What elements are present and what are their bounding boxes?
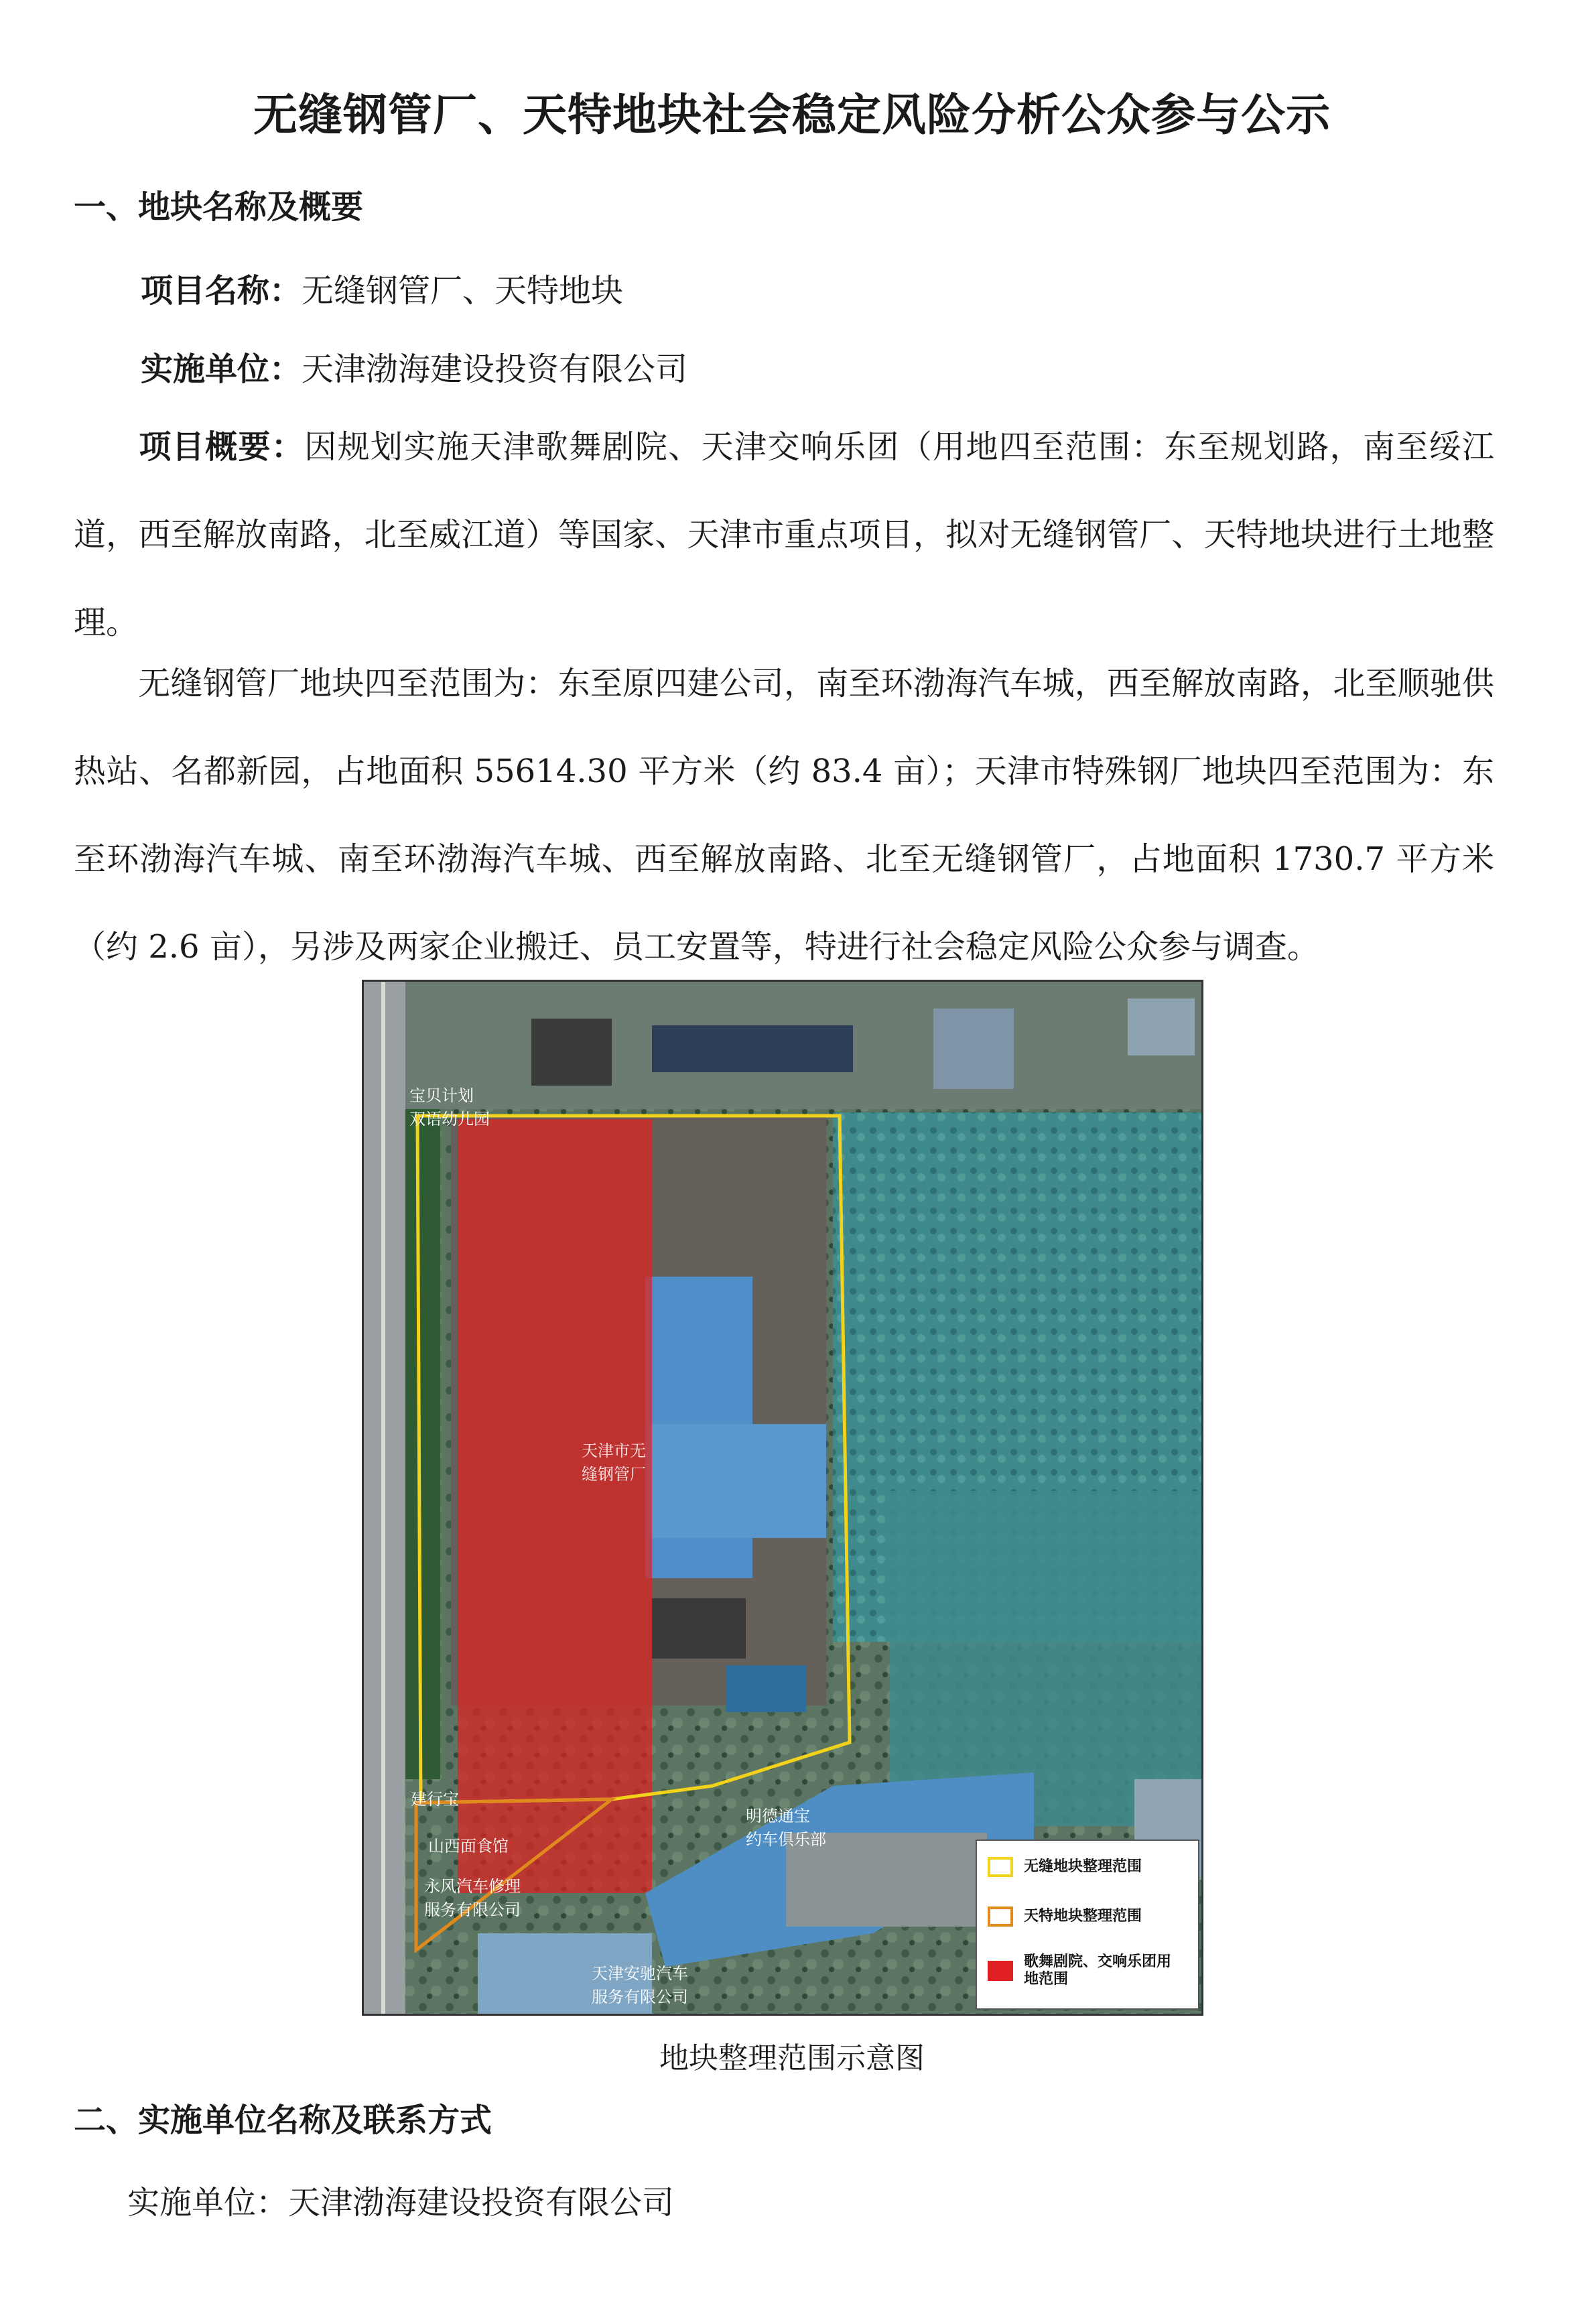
map-legend — [976, 1839, 1199, 2010]
project-name-value: 无缝钢管厂、天特地块 — [302, 272, 624, 310]
legend-swatch-orange — [988, 1907, 1013, 1927]
section1-heading: 一、地块名称及概要 — [74, 188, 364, 226]
legend-label-tiante: 天特地块整理范围 — [1024, 1908, 1142, 1925]
unit-label: 实施单位： — [141, 350, 302, 388]
map-label-service: 永风汽车修理 服务有限公司 — [424, 1877, 521, 1919]
legend-item-tiante — [988, 1907, 1142, 1927]
legend-item-theatre — [988, 1953, 1171, 1988]
map-label-anchi: 天津安驰汽车 服务有限公司 — [592, 1964, 688, 2006]
section2-unit-label: 实施单位： — [127, 2184, 289, 2221]
page-title: 无缝钢管厂、天特地块社会稳定风险分析公众参与公示 — [253, 89, 1331, 141]
section2-unit-value: 天津渤海建设投资有限公司 — [288, 2184, 675, 2221]
map-label-bank: 建行宝 — [411, 1790, 459, 1809]
section2-unit-line — [127, 2177, 674, 2223]
unit-value: 天津渤海建设投资有限公司 — [302, 350, 688, 388]
overview-label: 项目概要： — [138, 428, 305, 466]
map-label-club: 明德通宝 约车俱乐部 — [746, 1807, 826, 1849]
legend-label-theatre: 歌舞剧院、交响乐团用地范围 — [1024, 1953, 1172, 1988]
overview-paragraph — [74, 403, 1494, 667]
map-label-restaurant: 山西面食馆 — [428, 1837, 509, 1856]
legend-swatch-red — [988, 1961, 1013, 1981]
project-name-label: 项目名称： — [141, 272, 302, 310]
scope-paragraph — [74, 640, 1494, 991]
scope-text: 无缝钢管厂地块四至范围为：东至原四建公司，南至环渤海汽车城，西至解放南路，北至顺驰供热站、名都新园，占地面积 55614.30 平方米（约 83.4 亩）；天津市特殊钢厂地块四至范围为：东至环渤海汽车城、南至环渤海汽车城、西至解放南路、北至无缝钢管厂，占地面积 1730.7 平方米（约 2.6 亩），另涉及两家企业搬迁、员工安置等，特进行社会稳定风险公众参与调查。 — [74, 665, 1494, 966]
section2-heading: 二、实施单位名称及联系方式 — [74, 2102, 492, 2139]
legend-swatch-yellow — [988, 1857, 1013, 1877]
figure-caption: 地块整理范围示意图 — [659, 2041, 925, 2075]
legend-label-wufeng: 无缝地块整理范围 — [1024, 1858, 1142, 1875]
project-name-line — [141, 265, 623, 311]
overview-text: 因规划实施天津歌舞剧院、天津交响乐团（用地四至范围：东至规划路，南至绥江道，西至解放南路，北至威江道）等国家、天津市重点项目，拟对无缝钢管厂、天特地块进行土地整理。 — [74, 428, 1494, 641]
map-label-parcel: 天津市无 缝钢管厂 — [582, 1441, 646, 1484]
unit-line — [141, 343, 687, 389]
legend-item-wufeng — [988, 1857, 1142, 1877]
map-label-kindergarten: 宝贝计划 双语幼儿园 — [409, 1086, 490, 1128]
